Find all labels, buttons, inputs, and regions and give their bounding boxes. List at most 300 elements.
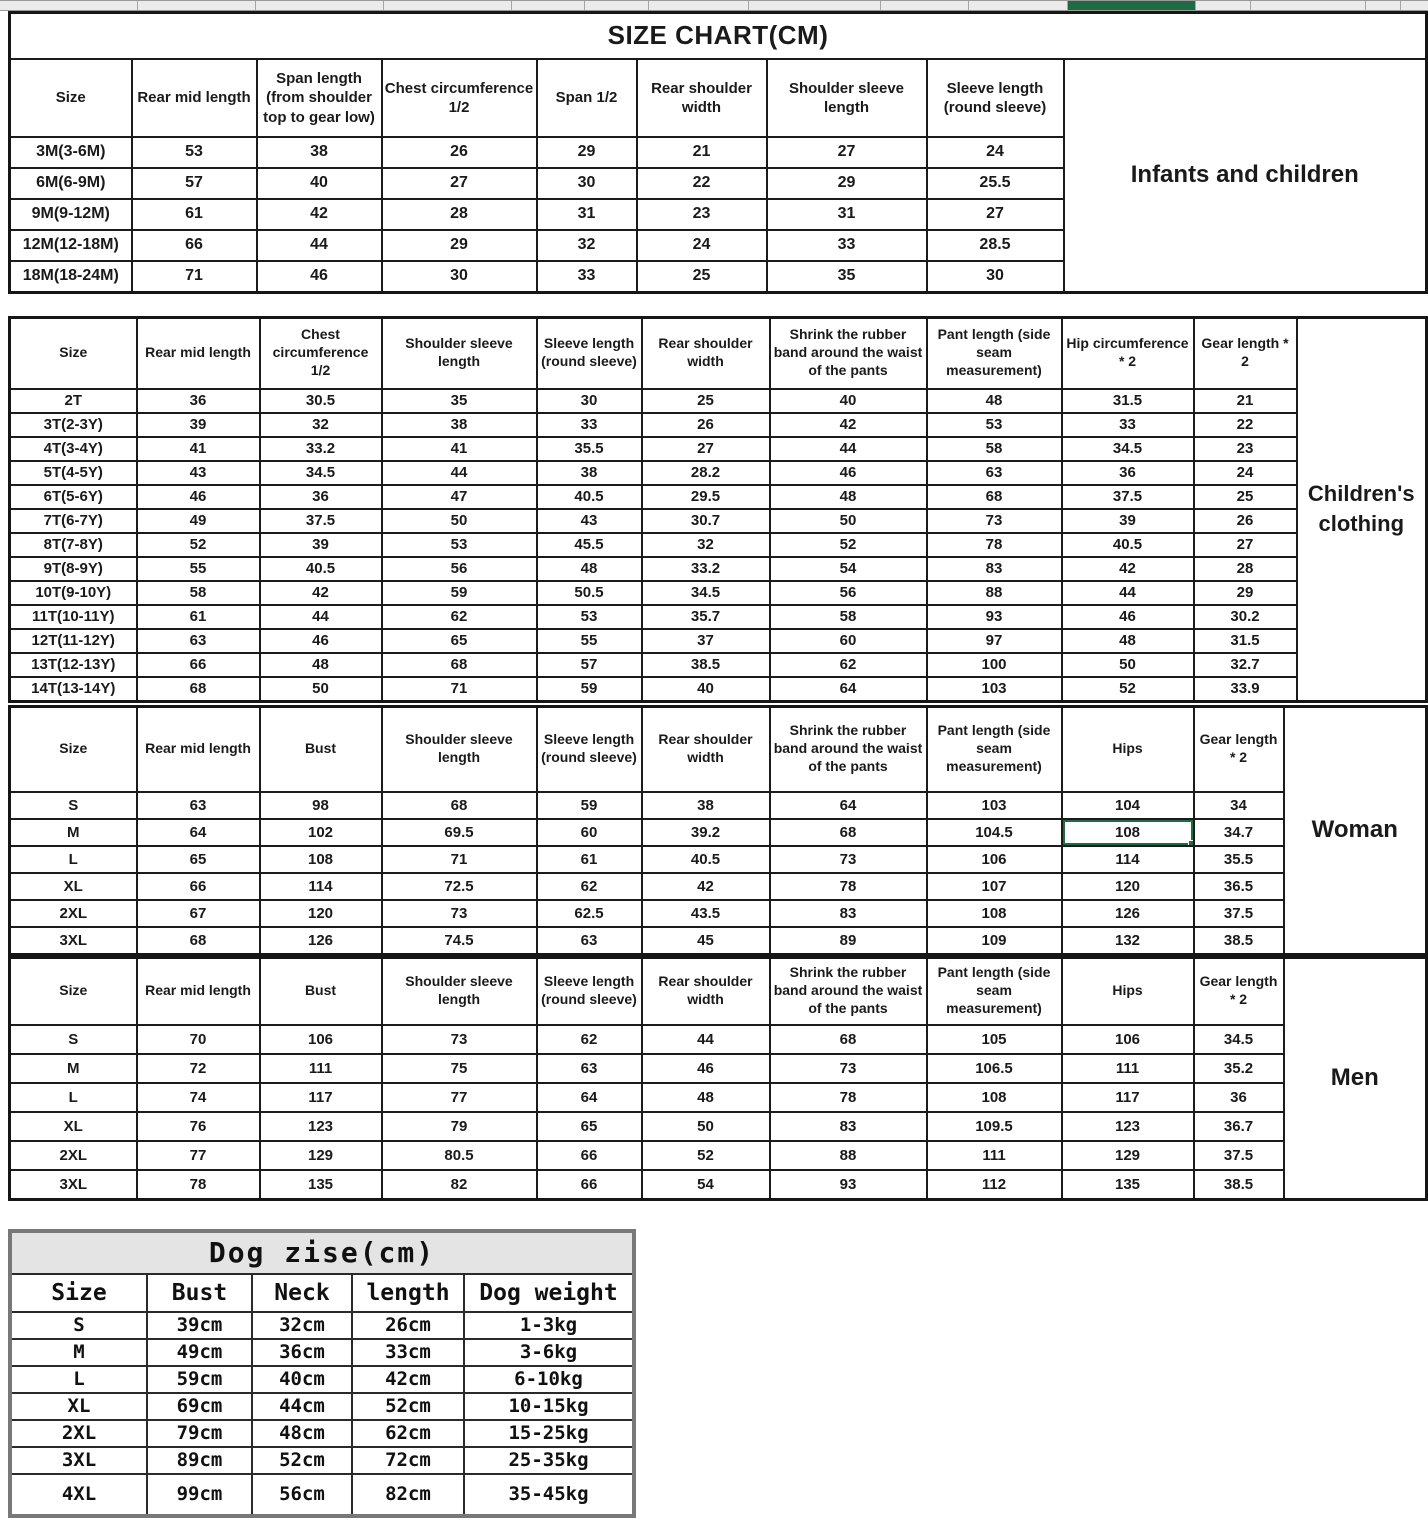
value-cell: 30 bbox=[537, 168, 637, 199]
value-cell: 111 bbox=[260, 1054, 382, 1083]
value-cell: 42 bbox=[770, 413, 927, 437]
value-cell: 62cm bbox=[352, 1420, 464, 1447]
value-cell: 55 bbox=[137, 557, 260, 581]
value-cell: 49 bbox=[137, 509, 260, 533]
value-cell: 24 bbox=[1194, 461, 1297, 485]
value-cell: 123 bbox=[260, 1112, 382, 1141]
value-cell: 83 bbox=[927, 557, 1062, 581]
value-cell: 63 bbox=[537, 927, 642, 954]
table-row bbox=[10, 819, 1427, 846]
size-cell: 6M(6-9M) bbox=[10, 168, 132, 199]
value-cell: 50 bbox=[382, 509, 537, 533]
value-cell: 36 bbox=[137, 389, 260, 413]
value-cell: 34.5 bbox=[642, 581, 770, 605]
table-row bbox=[10, 605, 1427, 629]
value-cell: 106 bbox=[927, 846, 1062, 873]
column-header: Rear mid length bbox=[132, 59, 257, 137]
table-row bbox=[10, 1366, 634, 1393]
value-cell: 40 bbox=[642, 677, 770, 701]
size-cell: 11T(10-11Y) bbox=[10, 605, 137, 629]
value-cell: 64 bbox=[770, 792, 927, 819]
column-header: Rear mid length bbox=[137, 706, 260, 792]
ruler-tick bbox=[880, 1, 881, 10]
ruler-tick bbox=[968, 1, 969, 10]
value-cell: 60 bbox=[537, 819, 642, 846]
column-header: Shoulder sleeve length bbox=[382, 317, 537, 389]
value-cell: 30.5 bbox=[260, 389, 382, 413]
column-header: Rear shoulder width bbox=[637, 59, 767, 137]
value-cell: 40cm bbox=[252, 1366, 352, 1393]
value-cell: 66 bbox=[132, 230, 257, 261]
value-cell: 117 bbox=[1062, 1083, 1194, 1112]
column-header: Rear shoulder width bbox=[642, 317, 770, 389]
value-cell: 29.5 bbox=[642, 485, 770, 509]
value-cell: 26cm bbox=[352, 1312, 464, 1339]
column-header: Shrink the rubber band around the waist of the pants bbox=[770, 317, 927, 389]
value-cell: 40.5 bbox=[642, 846, 770, 873]
value-cell: 108 bbox=[927, 900, 1062, 927]
value-cell: 120 bbox=[1062, 873, 1194, 900]
value-cell: 99cm bbox=[147, 1474, 252, 1516]
value-cell: 35 bbox=[767, 261, 927, 292]
woman-size-table bbox=[8, 705, 1428, 956]
value-cell: 109.5 bbox=[927, 1112, 1062, 1141]
value-cell: 109 bbox=[927, 927, 1062, 954]
value-cell: 66 bbox=[537, 1170, 642, 1199]
value-cell: 38.5 bbox=[642, 653, 770, 677]
value-cell: 30 bbox=[382, 261, 537, 292]
value-cell: 43 bbox=[137, 461, 260, 485]
value-cell: 46 bbox=[137, 485, 260, 509]
value-cell: 73 bbox=[382, 900, 537, 927]
column-header: Span length (from shoulder top to gear low) bbox=[257, 59, 382, 137]
value-cell: 35.5 bbox=[537, 437, 642, 461]
value-cell: 68 bbox=[770, 819, 927, 846]
value-cell: 28 bbox=[1194, 557, 1297, 581]
value-cell: 48cm bbox=[252, 1420, 352, 1447]
value-cell: 75 bbox=[382, 1054, 537, 1083]
value-cell: 40.5 bbox=[260, 557, 382, 581]
column-ruler bbox=[0, 0, 1428, 11]
value-cell: 62 bbox=[537, 873, 642, 900]
value-cell: 68 bbox=[382, 653, 537, 677]
value-cell: 78 bbox=[137, 1170, 260, 1199]
value-cell: 23 bbox=[1194, 437, 1297, 461]
table-row bbox=[10, 1170, 1427, 1199]
ruler-tick bbox=[511, 1, 512, 10]
value-cell: 30.7 bbox=[642, 509, 770, 533]
column-header: Hip circumference * 2 bbox=[1062, 317, 1194, 389]
value-cell: 65 bbox=[537, 1112, 642, 1141]
table-row bbox=[10, 413, 1427, 437]
value-cell: 38 bbox=[537, 461, 642, 485]
dog-table-title: Dog zise(cm) bbox=[10, 1231, 634, 1274]
value-cell: 32.7 bbox=[1194, 653, 1297, 677]
table-row bbox=[10, 653, 1427, 677]
men-size-table bbox=[8, 956, 1428, 1201]
value-cell: 63 bbox=[537, 1054, 642, 1083]
table-row bbox=[10, 1112, 1427, 1141]
column-header: Pant length (side seam measurement) bbox=[927, 957, 1062, 1025]
value-cell: 50 bbox=[1062, 653, 1194, 677]
size-cell: 14T(13-14Y) bbox=[10, 677, 137, 701]
value-cell: 27 bbox=[927, 199, 1064, 230]
value-cell: 38 bbox=[257, 137, 382, 168]
value-cell: 25-35kg bbox=[464, 1447, 634, 1474]
value-cell: 62 bbox=[537, 1025, 642, 1054]
value-cell: 82cm bbox=[352, 1474, 464, 1516]
column-header: length bbox=[352, 1274, 464, 1312]
value-cell: 114 bbox=[260, 873, 382, 900]
value-cell: 89cm bbox=[147, 1447, 252, 1474]
value-cell: 40.5 bbox=[537, 485, 642, 509]
header-row bbox=[10, 59, 1427, 137]
value-cell: 64 bbox=[770, 677, 927, 701]
column-header: Sleeve length (round sleeve) bbox=[537, 957, 642, 1025]
value-cell: 3-6kg bbox=[464, 1339, 634, 1366]
value-cell: 32cm bbox=[252, 1312, 352, 1339]
value-cell: 44 bbox=[382, 461, 537, 485]
value-cell: 33 bbox=[537, 261, 637, 292]
value-cell: 34.5 bbox=[260, 461, 382, 485]
value-cell: 31 bbox=[537, 199, 637, 230]
value-cell: 63 bbox=[137, 629, 260, 653]
value-cell: 35.5 bbox=[1194, 846, 1284, 873]
value-cell: 27 bbox=[1194, 533, 1297, 557]
value-cell: 46 bbox=[260, 629, 382, 653]
size-cell: S bbox=[10, 792, 137, 819]
value-cell: 50.5 bbox=[537, 581, 642, 605]
value-cell: 42 bbox=[260, 581, 382, 605]
size-cell: 9M(9-12M) bbox=[10, 199, 132, 230]
value-cell: 58 bbox=[927, 437, 1062, 461]
column-header: Shoulder sleeve length bbox=[382, 706, 537, 792]
value-cell: 48 bbox=[642, 1083, 770, 1112]
value-cell: 43.5 bbox=[642, 900, 770, 927]
value-cell: 35-45kg bbox=[464, 1474, 634, 1516]
value-cell: 29 bbox=[1194, 581, 1297, 605]
size-cell: 2T bbox=[10, 389, 137, 413]
table-row bbox=[10, 1420, 634, 1447]
table-row bbox=[10, 1474, 634, 1516]
value-cell: 132 bbox=[1062, 927, 1194, 954]
value-cell: 89 bbox=[770, 927, 927, 954]
value-cell: 67 bbox=[137, 900, 260, 927]
value-cell: 44 bbox=[1062, 581, 1194, 605]
table-row bbox=[10, 1339, 634, 1366]
value-cell: 93 bbox=[770, 1170, 927, 1199]
ruler-tick bbox=[648, 1, 649, 10]
value-cell: 105 bbox=[927, 1025, 1062, 1054]
size-cell: 9T(8-9Y) bbox=[10, 557, 137, 581]
value-cell: 24 bbox=[637, 230, 767, 261]
value-cell: 98 bbox=[260, 792, 382, 819]
value-cell: 28.5 bbox=[927, 230, 1064, 261]
value-cell: 32 bbox=[260, 413, 382, 437]
value-cell: 34.7 bbox=[1194, 819, 1284, 846]
value-cell: 36 bbox=[1062, 461, 1194, 485]
value-cell: 40 bbox=[770, 389, 927, 413]
value-cell: 46 bbox=[1062, 605, 1194, 629]
value-cell: 48 bbox=[927, 389, 1062, 413]
value-cell: 68 bbox=[927, 485, 1062, 509]
column-header: Sleeve length (round sleeve) bbox=[537, 706, 642, 792]
value-cell: 62.5 bbox=[537, 900, 642, 927]
value-cell: 62 bbox=[382, 605, 537, 629]
value-cell: 65 bbox=[137, 846, 260, 873]
value-cell: 77 bbox=[382, 1083, 537, 1112]
value-cell: 126 bbox=[260, 927, 382, 954]
value-cell: 74.5 bbox=[382, 927, 537, 954]
value-cell: 65 bbox=[382, 629, 537, 653]
value-cell: 23 bbox=[637, 199, 767, 230]
value-cell: 108 bbox=[260, 846, 382, 873]
value-cell: 129 bbox=[1062, 1141, 1194, 1170]
side-label: Men bbox=[1284, 957, 1427, 1199]
size-cell: 4T(3-4Y) bbox=[10, 437, 137, 461]
value-cell: 30.2 bbox=[1194, 605, 1297, 629]
value-cell: 61 bbox=[137, 605, 260, 629]
column-header: Sleeve length (round sleeve) bbox=[537, 317, 642, 389]
value-cell: 33 bbox=[767, 230, 927, 261]
value-cell: 28.2 bbox=[642, 461, 770, 485]
column-header: Bust bbox=[147, 1274, 252, 1312]
size-cell: 3XL bbox=[10, 1447, 147, 1474]
value-cell: 73 bbox=[382, 1025, 537, 1054]
value-cell: 108 bbox=[927, 1083, 1062, 1112]
value-cell: 21 bbox=[1194, 389, 1297, 413]
ruler-tick bbox=[255, 1, 256, 10]
value-cell: 6-10kg bbox=[464, 1366, 634, 1393]
table-row bbox=[10, 389, 1427, 413]
column-header: Size bbox=[10, 317, 137, 389]
value-cell: 103 bbox=[927, 677, 1062, 701]
selected-cell: 108 bbox=[1062, 819, 1194, 846]
size-cell: 3T(2-3Y) bbox=[10, 413, 137, 437]
column-header: Gear length * 2 bbox=[1194, 957, 1284, 1025]
table-row bbox=[10, 1141, 1427, 1170]
value-cell: 88 bbox=[927, 581, 1062, 605]
value-cell: 78 bbox=[770, 1083, 927, 1112]
value-cell: 71 bbox=[132, 261, 257, 292]
value-cell: 28 bbox=[382, 199, 537, 230]
size-cell: 3XL bbox=[10, 1170, 137, 1199]
value-cell: 69.5 bbox=[382, 819, 537, 846]
value-cell: 42 bbox=[642, 873, 770, 900]
size-cell: S bbox=[10, 1312, 147, 1339]
value-cell: 78 bbox=[927, 533, 1062, 557]
ruler-tick bbox=[1067, 1, 1068, 10]
value-cell: 56cm bbox=[252, 1474, 352, 1516]
size-cell: 12M(12-18M) bbox=[10, 230, 132, 261]
value-cell: 36cm bbox=[252, 1339, 352, 1366]
value-cell: 35.7 bbox=[642, 605, 770, 629]
value-cell: 43 bbox=[537, 509, 642, 533]
value-cell: 93 bbox=[927, 605, 1062, 629]
value-cell: 60 bbox=[770, 629, 927, 653]
column-header: Size bbox=[10, 1274, 147, 1312]
value-cell: 26 bbox=[1194, 509, 1297, 533]
value-cell: 32 bbox=[537, 230, 637, 261]
column-header: Pant length (side seam measurement) bbox=[927, 317, 1062, 389]
value-cell: 44 bbox=[642, 1025, 770, 1054]
ruler-tick bbox=[1195, 1, 1196, 10]
value-cell: 37.5 bbox=[1194, 1141, 1284, 1170]
value-cell: 34.5 bbox=[1062, 437, 1194, 461]
table-row bbox=[10, 1054, 1427, 1083]
value-cell: 48 bbox=[770, 485, 927, 509]
value-cell: 10-15kg bbox=[464, 1393, 634, 1420]
value-cell: 64 bbox=[537, 1083, 642, 1112]
value-cell: 68 bbox=[137, 927, 260, 954]
value-cell: 66 bbox=[137, 873, 260, 900]
value-cell: 26 bbox=[382, 137, 537, 168]
table-row bbox=[10, 437, 1427, 461]
table-row bbox=[10, 461, 1427, 485]
value-cell: 68 bbox=[382, 792, 537, 819]
value-cell: 123 bbox=[1062, 1112, 1194, 1141]
value-cell: 46 bbox=[257, 261, 382, 292]
value-cell: 57 bbox=[537, 653, 642, 677]
value-cell: 117 bbox=[260, 1083, 382, 1112]
value-cell: 58 bbox=[770, 605, 927, 629]
value-cell: 22 bbox=[637, 168, 767, 199]
value-cell: 71 bbox=[382, 846, 537, 873]
value-cell: 39 bbox=[137, 413, 260, 437]
size-cell: 3XL bbox=[10, 927, 137, 954]
value-cell: 42 bbox=[257, 199, 382, 230]
value-cell: 48 bbox=[1062, 629, 1194, 653]
value-cell: 33.9 bbox=[1194, 677, 1297, 701]
column-header: Gear length * 2 bbox=[1194, 706, 1284, 792]
size-cell: 6T(5-6Y) bbox=[10, 485, 137, 509]
value-cell: 97 bbox=[927, 629, 1062, 653]
value-cell: 135 bbox=[1062, 1170, 1194, 1199]
value-cell: 37.5 bbox=[260, 509, 382, 533]
value-cell: 106 bbox=[260, 1025, 382, 1054]
value-cell: 59 bbox=[382, 581, 537, 605]
size-cell: L bbox=[10, 1083, 137, 1112]
ruler-tick bbox=[748, 1, 749, 10]
value-cell: 61 bbox=[537, 846, 642, 873]
column-header: Rear mid length bbox=[137, 317, 260, 389]
value-cell: 72cm bbox=[352, 1447, 464, 1474]
value-cell: 29 bbox=[537, 137, 637, 168]
value-cell: 52cm bbox=[352, 1393, 464, 1420]
value-cell: 50 bbox=[260, 677, 382, 701]
value-cell: 27 bbox=[642, 437, 770, 461]
size-cell: XL bbox=[10, 1393, 147, 1420]
table-row bbox=[10, 1312, 634, 1339]
value-cell: 129 bbox=[260, 1141, 382, 1170]
value-cell: 31.5 bbox=[1194, 629, 1297, 653]
value-cell: 15-25kg bbox=[464, 1420, 634, 1447]
value-cell: 21 bbox=[637, 137, 767, 168]
value-cell: 82 bbox=[382, 1170, 537, 1199]
size-cell: XL bbox=[10, 873, 137, 900]
size-cell: 2XL bbox=[10, 1420, 147, 1447]
dog-size-table bbox=[8, 1229, 636, 1518]
column-header: Hips bbox=[1062, 957, 1194, 1025]
children-size-table bbox=[8, 316, 1428, 703]
size-cell: 10T(9-10Y) bbox=[10, 581, 137, 605]
value-cell: 73 bbox=[927, 509, 1062, 533]
value-cell: 69cm bbox=[147, 1393, 252, 1420]
value-cell: 88 bbox=[770, 1141, 927, 1170]
value-cell: 44 bbox=[260, 605, 382, 629]
value-cell: 25 bbox=[637, 261, 767, 292]
table-row bbox=[10, 792, 1427, 819]
table-row bbox=[10, 900, 1427, 927]
value-cell: 27 bbox=[767, 137, 927, 168]
value-cell: 44 bbox=[257, 230, 382, 261]
value-cell: 80.5 bbox=[382, 1141, 537, 1170]
value-cell: 49cm bbox=[147, 1339, 252, 1366]
size-cell: 2XL bbox=[10, 1141, 137, 1170]
size-cell: M bbox=[10, 1054, 137, 1083]
value-cell: 52cm bbox=[252, 1447, 352, 1474]
table-row bbox=[10, 846, 1427, 873]
value-cell: 73 bbox=[770, 846, 927, 873]
value-cell: 104.5 bbox=[927, 819, 1062, 846]
value-cell: 37 bbox=[642, 629, 770, 653]
value-cell: 32 bbox=[642, 533, 770, 557]
size-cell: 18M(18-24M) bbox=[10, 261, 132, 292]
value-cell: 100 bbox=[927, 653, 1062, 677]
header-row bbox=[10, 317, 1427, 389]
column-header: Rear shoulder width bbox=[642, 957, 770, 1025]
table-row bbox=[10, 1447, 634, 1474]
value-cell: 72.5 bbox=[382, 873, 537, 900]
value-cell: 42 bbox=[1062, 557, 1194, 581]
column-header: Shrink the rubber band around the waist of the pants bbox=[770, 957, 927, 1025]
value-cell: 77 bbox=[137, 1141, 260, 1170]
value-cell: 38 bbox=[642, 792, 770, 819]
value-cell: 112 bbox=[927, 1170, 1062, 1199]
size-cell: S bbox=[10, 1025, 137, 1054]
column-header: Bust bbox=[260, 706, 382, 792]
value-cell: 79cm bbox=[147, 1420, 252, 1447]
value-cell: 79 bbox=[382, 1112, 537, 1141]
value-cell: 59cm bbox=[147, 1366, 252, 1393]
size-cell: 8T(7-8Y) bbox=[10, 533, 137, 557]
value-cell: 30 bbox=[537, 389, 642, 413]
value-cell: 30 bbox=[927, 261, 1064, 292]
size-cell: M bbox=[10, 1339, 147, 1366]
table-row bbox=[10, 485, 1427, 509]
value-cell: 55 bbox=[537, 629, 642, 653]
size-cell: XL bbox=[10, 1112, 137, 1141]
value-cell: 52 bbox=[770, 533, 927, 557]
value-cell: 33 bbox=[537, 413, 642, 437]
value-cell: 106 bbox=[1062, 1025, 1194, 1054]
value-cell: 46 bbox=[770, 461, 927, 485]
value-cell: 1-3kg bbox=[464, 1312, 634, 1339]
value-cell: 52 bbox=[137, 533, 260, 557]
value-cell: 40.5 bbox=[1062, 533, 1194, 557]
value-cell: 73 bbox=[770, 1054, 927, 1083]
value-cell: 41 bbox=[137, 437, 260, 461]
value-cell: 68 bbox=[137, 677, 260, 701]
column-header: Shrink the rubber band around the waist of the pants bbox=[770, 706, 927, 792]
side-label: Infants and children bbox=[1064, 59, 1427, 292]
value-cell: 78 bbox=[770, 873, 927, 900]
value-cell: 29 bbox=[767, 168, 927, 199]
column-header: Span 1/2 bbox=[537, 59, 637, 137]
value-cell: 53 bbox=[132, 137, 257, 168]
value-cell: 61 bbox=[132, 199, 257, 230]
value-cell: 24 bbox=[927, 137, 1064, 168]
